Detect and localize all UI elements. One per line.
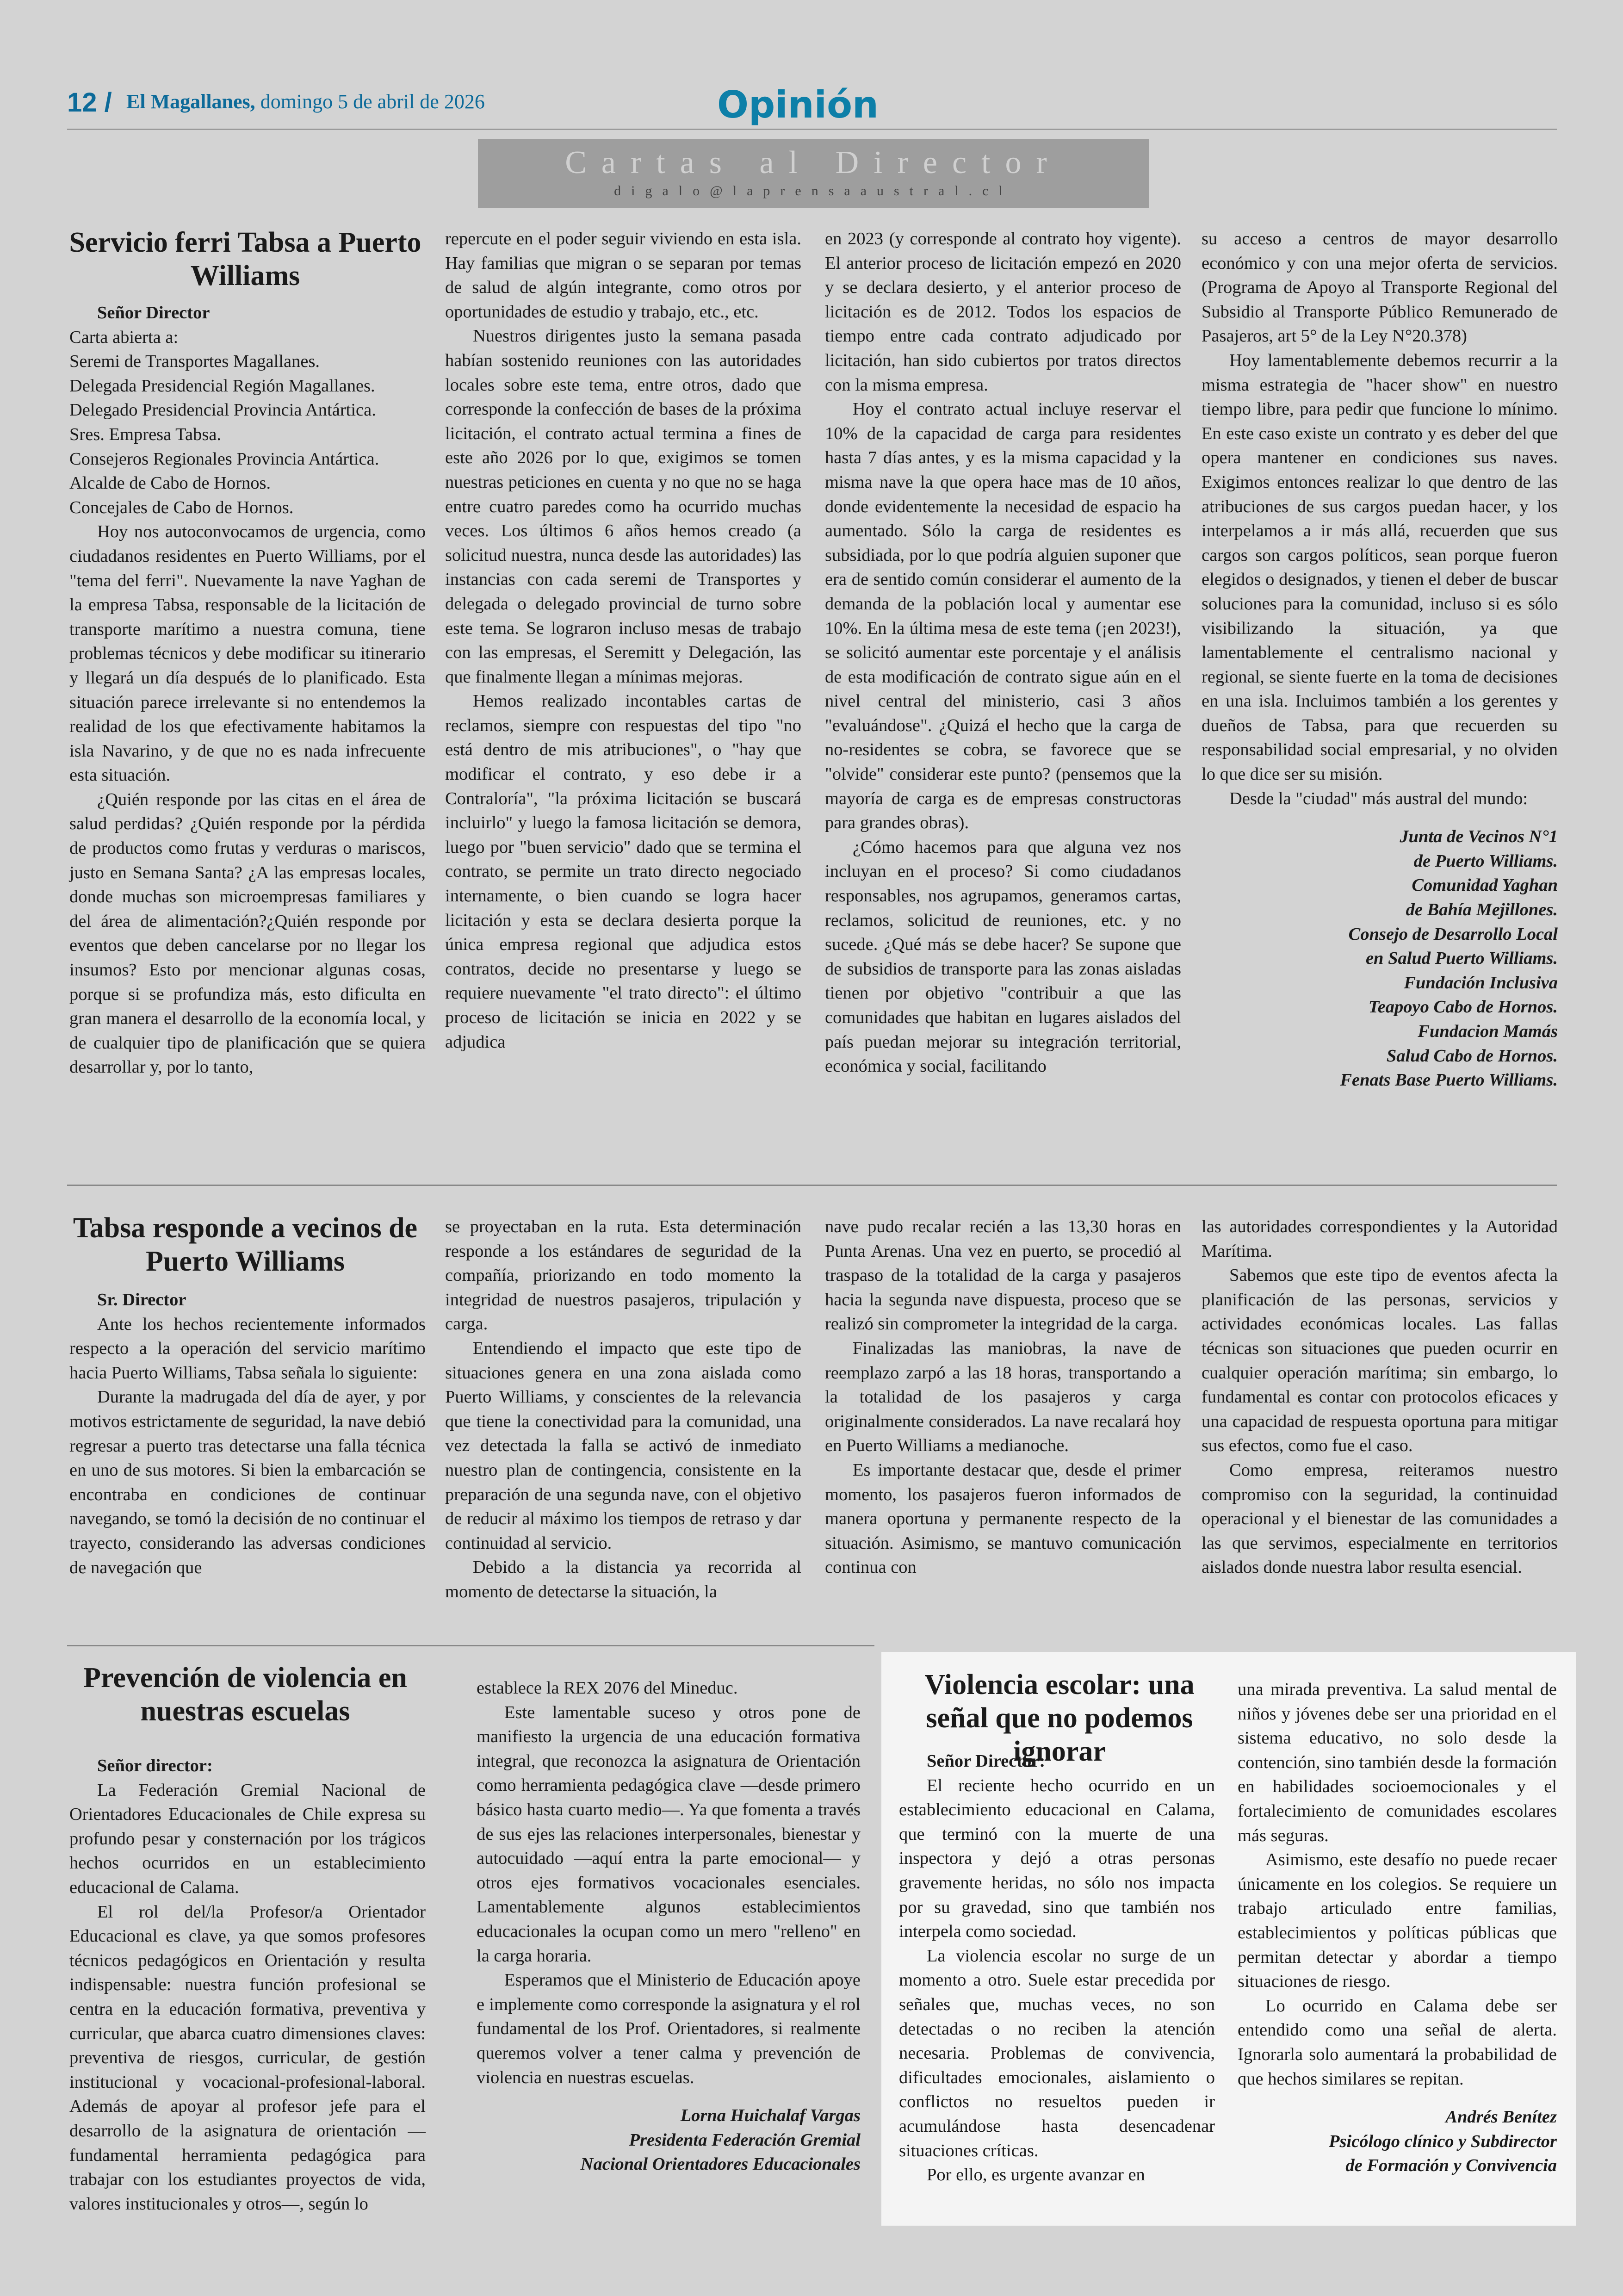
paragraph: Hoy el contrato actual incluye reservar el 10% de la capacidad de carga para residentes hasta 7 días antes, y es la misma capacidad y la misma nave la que opera hace mas de 10 años, donde evidentemente la necesidad de espacio ha aumentado. Sólo la carga de residentes es subsidiada, por lo que podría alguien suponer que era de sentido común considerar el aumento de la demanda de la población local y aumentar ese 10%. En la última mesa de este tema (¡en 2023!), se solicitó aumentar este porcentaje y el análisis de esta modificación de contrato sigue aún en el nivel central del ministerio, casi 3 años "evaluándose". ¿Quizá el hecho que la carga de no-residentes se cobra, se favorece que se "olvide" considerar este punto? (pensemos que la mayoría de carga es de empresas constructoras para grandes obras). — [825, 399, 1181, 833]
recipient-line: Consejeros Regionales Provincia Antártica. — [69, 449, 379, 469]
letter3-salutation: Señor director: — [97, 1756, 213, 1775]
letter1-column-4 — [1202, 227, 1558, 1092]
paragraph: Hoy lamentablemente debemos recurrir a la misma estrategia de "hacer show" en nuestro tiempo libre, para pedir que funcione lo mínimo. En este caso existe un contrato y es deber del que opera mantener en condiciones sus naves. Exigimos entonces realizar lo que dentro de las atribuciones de sus cargos puedan hacer, y los interpelamos a ir más allá, recuerden que sus cargos son cargos políticos, sean porque fueron elegidos o designados, y tienen el deber de buscar soluciones para la comunidad, incluso si es sólo visibilizando la situación, ya que lamentablemente el centralismo nacional y regional, se siente fuerte en la toma de decisiones en una isla. Incluimos también a los gerentes y dueños de Tabsa, para que recuerden su responsabilidad social empresarial, y no olviden lo que dice ser su misión. — [1202, 350, 1558, 784]
recipient-line: Delegada Presidencial Región Magallanes. — [69, 376, 375, 396]
paragraph: Como empresa, reiteramos nuestro compromiso con la seguridad, la continuidad operacional y el bienestar de las comunidades a las que servimos, especialmente en territorios aislados donde nuestra labor resulta esencial. — [1202, 1460, 1558, 1577]
recipient-line: Seremi de Transportes Magallanes. — [69, 352, 320, 372]
paragraph: ¿Quién responde por las citas en el área de salud perdidas? ¿Quién responde por la pérdida de productos como frutas y verduras o mariscos, justo en Semana Santa? ¿A las empresas locales, donde muchas son microempresas familiares y del área de alimentación?¿Quién responde por eventos que deben cancelarse por no llegar los insumos? Esto por mencionar algunas cosas, porque si se profundiza más, esto dificulta en gran manera el desarrollo de la economía local, y de cualquier tipo de planificación que se quiera desarrollar y, por lo tanto, — [69, 789, 426, 1077]
paragraph: Ante los hechos recientemente informados respecto a la operación del servicio marítimo hacia Puerto Williams, Tabsa señala lo siguiente: — [69, 1314, 426, 1383]
paragraph: se proyectaban en la ruta. Esta determinación responde a los estándares de seguridad de la compañía, priorizando en todo momento la integridad de nuestros pasajeros, tripulación y carga. — [445, 1217, 801, 1334]
paragraph: Esperamos que el Ministerio de Educación apoye e implemente como corresponde la asignatura y el rol fundamental de los Prof. Orientadores, si realmente queremos volver a tener calma y prevención de violencia en nuestras escuelas. — [477, 1970, 861, 2087]
header-rule — [67, 129, 1557, 130]
paragraph: Asimismo, este desafío no puede recaer únicamente en los colegios. Se requiere un trabajo articulado entre familias, establecimientos y políticas públicas que permitan detectar y abordar a tiempo situaciones de riesgo. — [1238, 1850, 1557, 1992]
newspaper-name: El Magallanes, — [126, 90, 255, 113]
paragraph: El rol del/la Profesor/a Orientador Educacional es clave, ya que somos profesores técnicos pedagógicos en Orientación y resulta indispensable: nuestra función profesional se centra en la educación formativa, preventiva y curricular, que abarca cuatro dimensiones claves: preventiva de riesgos, curricular, de gestión institucional y vocacional-profesional-laboral. Además de apoyar al profesor jefe para el desarrollo de la asignatura de orientación —fundamental herramienta pedagógica para trabajar con los estudiantes proyectos de vida, valores institucionales y otros—, según lo — [69, 1902, 426, 2214]
signature-line: Lorna Huichalaf Vargas — [680, 2106, 861, 2126]
separator — [67, 1645, 874, 1646]
letter2-column-1 — [69, 1288, 426, 1580]
signature-line: Fenats Base Puerto Williams. — [1340, 1070, 1558, 1090]
paragraph: Entendiendo el impacto que este tipo de situaciones genera en una zona aislada como Puerto Williams, y conscientes de la relevancia que tiene la conectividad para la comunidad, una vez detectada la falla se activó de inmediato nuestro plan de contingencia, consistente en la preparación de una segunda nave, con el objetivo de reducir al máximo los tiempos de retraso y dar continuidad al servicio. — [445, 1338, 801, 1553]
recipient-line: Sres. Empresa Tabsa. — [69, 424, 222, 444]
paragraph: en 2023 (y corresponde al contrato hoy vigente). El anterior proceso de licitación empezó en 2020 y se declara desierto, y el anterior proceso de licitación es de 2012. Todos los espacios de tiempo entre cada contrato adjudicado por licitación, han sido cubiertos por tratos directos con la misma empresa. — [825, 229, 1181, 395]
signature-line: de Formación y Convivencia — [1345, 2156, 1557, 2176]
paragraph: nave pudo recalar recién a las 13,30 horas en Punta Arenas. Una vez en puerto, se procedió al traspaso de la totalidad de la carga y pasajeros hacia la segunda nave dispuesta, proceso que se realizó sin comprometer la integridad de la carga. — [825, 1217, 1181, 1334]
letter3-title: Prevención de violencia en nuestras escuelas — [83, 1662, 407, 1727]
signature-line: Consejo de Desarrollo Local — [1348, 924, 1558, 944]
page-header — [67, 83, 1557, 125]
letter1-title: Servicio ferri Tabsa a Puerto Williams — [69, 227, 421, 292]
paragraph: las autoridades correspondientes y la Autoridad Marítima. — [1202, 1217, 1558, 1261]
letter4-salutation: Señor Director: — [927, 1751, 1046, 1771]
banner-title: Cartas al Director — [565, 145, 1062, 180]
page-number: 12 / — [67, 87, 112, 118]
paragraph: El reciente hecho ocurrido en un establecimiento educacional en Calama, que terminó con la muerte de una inspectora y dejó a otras personas gravemente heridas, no sólo nos impacta por su gravedad, sino que también nos interpela como sociedad. — [899, 1775, 1215, 1942]
signature-line: Fundacion Mamás — [1418, 1022, 1558, 1041]
recipient-line: Delegado Presidencial Provincia Antártica. — [69, 400, 376, 420]
recipient-line: Alcalde de Cabo de Hornos. — [69, 473, 271, 493]
newspaper-info — [126, 90, 485, 113]
letter4-column-1 — [899, 1749, 1215, 2187]
letter1-column-2 — [445, 227, 801, 1054]
signature-line: Fundación Inclusiva — [1404, 973, 1558, 993]
paragraph: Sabemos que este tipo de eventos afecta la planificación de las personas, servicios y actividades económicas locales. Las fallas técnicas son situaciones que pueden ocurrir en cualquier operación marítima; sin embargo, lo fundamental es contar con protocolos eficaces y una capacidad de respuesta oportuna para mitigar sus efectos, como fue el caso. — [1202, 1266, 1558, 1456]
separator — [67, 1185, 1557, 1186]
signature-line: Presidenta Federación Gremial — [629, 2130, 861, 2150]
signature-line: Andrés Benítez — [1445, 2107, 1557, 2127]
letter1-salutation: Señor Director — [97, 303, 210, 323]
paragraph: Lo ocurrido en Calama debe ser entendido como una señal de alerta. Ignorarla solo aumentará la probabilidad de que hechos similares se repitan. — [1238, 1996, 1557, 2089]
paragraph: Hoy nos autoconvocamos de urgencia, como ciudadanos residentes en Puerto Williams, por el "tema del ferri". Nuevamente la nave Yaghan de la empresa Tabsa, responsable de la licitación de transporte marítimo a nuestra comuna, tiene problemas técnicos y debe modificar su itinerario y llegará un día después de lo planificado. Esta situación parece irrelevante si no entendemos la realidad de los que efectivamente habitamos la isla Navarino, y de que no es nada infrecuente esta situación. — [69, 522, 426, 785]
signature-line: Psicólogo clínico y Subdirector — [1329, 2131, 1557, 2151]
letter4-column-2 — [1238, 1677, 1557, 2178]
letter4-title: Violencia escolar: una señal que no podemos ignorar — [924, 1669, 1195, 1767]
recipient-line: Concejales de Cabo de Hornos. — [69, 497, 294, 517]
paragraph: La violencia escolar no surge de un momento a otro. Suele estar precedida por señales que, muchas veces, no son detectadas o no reciben la atención necesaria. Problemas de convivencia, dificultades emocionales, aislamiento o conflictos no resueltos pueden ir acumulándose hasta desencadenar situaciones críticas. — [899, 1946, 1215, 2160]
letter2-column-2 — [445, 1215, 801, 1604]
letter2-title: Tabsa responde a vecinos de Puerto Williams — [73, 1212, 418, 1277]
letters-banner — [478, 139, 1149, 208]
issue-date: domingo 5 de abril de 2026 — [260, 90, 485, 113]
paragraph: ¿Cómo hacemos para que alguna vez nos incluyan en el proceso? Si como ciudadanos responsables, nos agrupamos, generamos cartas, reclamos, solicitud de reuniones, etc. y no sucede. ¿Qué más se debe hacer? Se supone que de subsidios de transporte para las zonas aisladas tienen por objetivo "contribuir a que las comunidades que habitan en lugares aislados del país puedan mejorar su integración territorial, económica y social, facilitando — [825, 837, 1181, 1076]
signature-line: de Puerto Williams. — [1413, 851, 1558, 871]
signature-line: en Salud Puerto Williams. — [1365, 949, 1558, 968]
section-title: Opinión — [717, 83, 879, 126]
paragraph: Hemos realizado incontables cartas de reclamos, siempre con respuestas del tipo "no está dentro de mis atribuciones", o "hay que modificar el contrato, y eso debe ir a Contraloría", "la próxima licitación se buscará incluirlo" y luego la famosa licitación se demora, luego por "buen servicio" dado que se termina el contrato, se permite un trato directo negociado internamente, o bien cuando se logra hacer licitación y esta se declara desierta porque la única empresa regional que adjudica estos contratos, decide no presentarse y luego se requiere nuevamente "el trato directo": el último proceso de licitación se inicia en 2022 y se adjudica — [445, 691, 801, 1052]
paragraph: Desde la "ciudad" más austral del mundo: — [1229, 788, 1528, 808]
paragraph: su acceso a centros de mayor desarrollo económico y con una mejor oferta de servicios.(Programa de Apoyo al Transporte Regional del Subsidio al Transporte Público Remunerado de Pasajeros, art 5° de la Ley N°20.378) — [1202, 229, 1558, 346]
paragraph: una mirada preventiva. La salud mental de niños y jóvenes debe ser una prioridad en el sistema educativo, no solo desde la contención, sino también desde la formación en habilidades socioemocionales y el fortalecimiento de comunidades escolares más seguras. — [1238, 1680, 1557, 1845]
paragraph: establece la REX 2076 del Mineduc. — [477, 1678, 738, 1698]
banner-email: digalo@laprensaaustral.cl — [614, 183, 1013, 199]
recipient-line: Carta abierta a: — [69, 327, 179, 347]
letter2-salutation: Sr. Director — [97, 1290, 186, 1309]
signature-line: Comunidad Yaghan — [1412, 875, 1558, 895]
paragraph: Durante la madrugada del día de ayer, y por motivos estrictamente de seguridad, la nave debió regresar a puerto tras detectarse una falla técnica en uno de sus motores. Si bien la embarcación se encontraba en condiciones de continuar navegando, se tomó la decisión de no continuar el trayecto, considerando las adversas condiciones de navegación que — [69, 1387, 426, 1577]
letter3-column-2 — [477, 1676, 861, 2177]
signature-line: Salud Cabo de Hornos. — [1386, 1046, 1558, 1066]
letter2-column-3 — [825, 1215, 1181, 1580]
letter1-column-3 — [825, 227, 1181, 1079]
paragraph: La Federación Gremial Nacional de Orientadores Educacionales de Chile expresa su profundo pesar y consternación por los trágicos hechos ocurridos en un establecimiento educacional de Calama. — [69, 1780, 426, 1897]
signature-line: de Bahía Mejillones. — [1406, 900, 1558, 920]
letter2-column-4 — [1202, 1215, 1558, 1580]
paragraph: Debido a la distancia ya recorrida al momento de detectarse la situación, la — [445, 1558, 801, 1601]
paragraph: Finalizadas las maniobras, la nave de reemplazo zarpó a las 18 horas, transportando a la totalidad de los pasajeros y carga originalmente considerados. La nave recalará hoy en Puerto Williams a medianoche. — [825, 1338, 1181, 1456]
signature-line: Junta de Vecinos N°1 — [1400, 827, 1558, 847]
signature-line: Nacional Orientadores Educacionales — [580, 2154, 861, 2174]
letter3-column-1 — [69, 1754, 426, 2216]
paragraph: Nuestros dirigentes justo la semana pasada habían sostenido reuniones con las autoridades locales sobre este tema, entre otros, dado que corresponde la confección de bases de la próxima licitación, el contrato actual termina a fines de este año 2026 por lo que, exigimos se tomen nuestras peticiones en cuenta y no que no se haga entre cuatro paredes como ha ocurrido muchas veces. Los últimos 6 años hemos creado (a solicitud nuestra, nunca desde las autoridades) las instancias con cada seremi de Transportes y delegada o delegado provincial de turno sobre este tema. Se lograron incluso mesas de trabajo con las empresas, el Seremitt y Delegación, las que finalmente llegan a mínimas mejoras. — [445, 326, 801, 687]
letter1-column-1 — [69, 301, 426, 1080]
signature-line: Teapoyo Cabo de Hornos. — [1368, 997, 1558, 1017]
paragraph: Este lamentable suceso y otros pone de manifiesto la urgencia de una educación formativa integral, que reconozca la asignatura de Orientación como herramienta pedagógica clave —desde primero básico hasta cuarto medio—. Ya que fomenta a través de sus ejes las relaciones interpersonales, bienestar y autocuidado —aquí entra la parte emocional— y otros ejes formativos vocacionales esenciales. Lamentablemente algunos establecimientos educacionales la ocupan como un mero "relleno" en la carga horaria. — [477, 1702, 861, 1966]
paragraph: Por ello, es urgente avanzar en — [927, 2165, 1145, 2185]
paragraph: Es importante destacar que, desde el primer momento, los pasajeros fueron informados de manera oportuna y permanente respecto de la situación. Asimismo, se mantuvo comunicación continua con — [825, 1460, 1181, 1577]
paragraph: repercute en el poder seguir viviendo en esta isla. Hay familias que migran o se separan por temas de salud de algún integrante, como otros por oportunidades de estudio y trabajo, etc., etc. — [445, 229, 801, 322]
